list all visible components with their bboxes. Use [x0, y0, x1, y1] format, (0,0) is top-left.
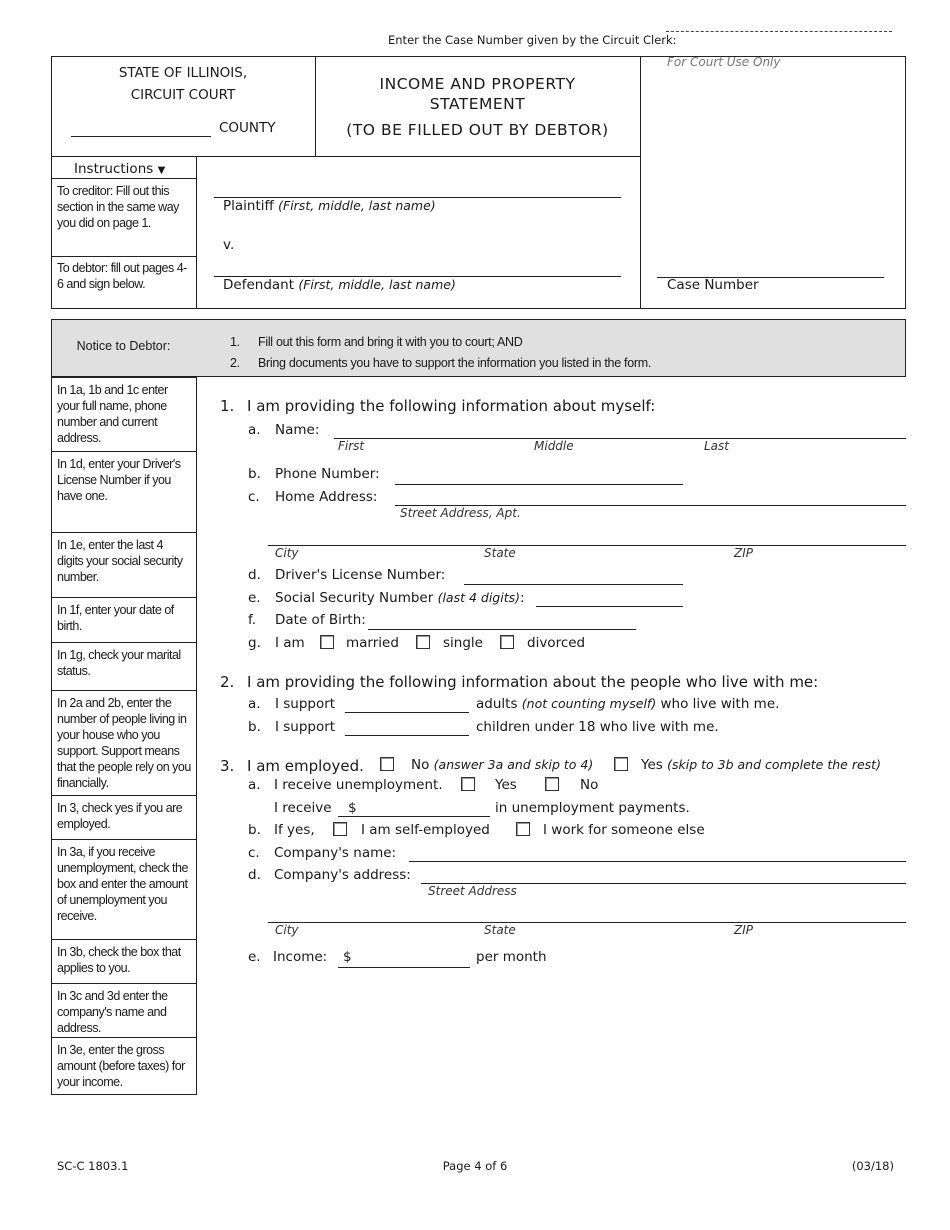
section2-number: 2.	[220, 673, 235, 691]
item-letter: c.	[248, 489, 260, 505]
adults-text	[476, 696, 779, 712]
license-label: Driver's License Number:	[275, 567, 446, 583]
unemployment-amount-field[interactable]	[338, 816, 490, 817]
adults-hint: (not counting myself)	[521, 696, 657, 711]
notice-num: 1.	[230, 335, 240, 349]
sidebar-note: In 3e, enter the gross amount (before taxes) for your income.	[51, 1037, 197, 1095]
yes-hint: (skip to 3b and complete the rest)	[667, 757, 881, 772]
sidebar-note: In 2a and 2b, enter the number of people living in your house who you support. Support means that the people rely on you financially.	[51, 690, 197, 796]
company-address-label: Company's address:	[274, 867, 411, 883]
income-dollar-sign: $	[343, 949, 352, 965]
section1-number: 1.	[220, 397, 235, 415]
plaintiff-hint: (First, middle, last name)	[278, 198, 436, 213]
court-line: CIRCUIT COURT	[130, 87, 236, 103]
city-hint: City	[275, 546, 299, 560]
children-count-field[interactable]	[345, 735, 469, 736]
company-city-state-zip-field[interactable]	[268, 922, 906, 923]
state-line: STATE OF ILLINOIS,	[118, 65, 248, 81]
unemployment-tail: in unemployment payments.	[495, 800, 690, 816]
dob-label: Date of Birth:	[275, 612, 366, 628]
divider	[51, 256, 197, 257]
zip-hint: ZIP	[734, 546, 753, 560]
unemployment-yes-label: Yes	[495, 777, 517, 793]
item-letter: b.	[248, 822, 261, 838]
per-month-label: per month	[476, 949, 547, 965]
unemployment-label: I receive unemployment.	[274, 777, 443, 793]
dob-field[interactable]	[368, 629, 636, 630]
no-word: No	[411, 757, 430, 773]
sidebar-note: In 3b, check the box that applies to you.	[51, 939, 197, 984]
revision-date: (03/18)	[851, 1159, 894, 1173]
defendant-hint: (First, middle, last name)	[298, 277, 456, 292]
divorced-checkbox[interactable]	[500, 635, 514, 649]
case-number-label: Case Number	[667, 277, 759, 293]
title-line: (TO BE FILLED OUT BY DEBTOR)	[346, 121, 609, 139]
employed-yes-label	[641, 757, 881, 773]
single-label: single	[443, 635, 483, 651]
unemployment-no-checkbox[interactable]	[545, 777, 559, 791]
item-letter: a.	[248, 777, 261, 793]
county-field[interactable]	[71, 136, 211, 137]
sidebar-note: In 3, check yes if you are employed.	[51, 795, 197, 840]
adults-tail: who live with me.	[660, 696, 780, 712]
zip-hint: ZIP	[734, 923, 753, 937]
creditor-instruction: To creditor: Fill out this section in the same way you did on page 1.	[57, 184, 179, 230]
street-hint: Street Address, Apt.	[400, 506, 521, 520]
defendant-text: Defendant	[223, 277, 295, 293]
caret-down-icon: ▼	[157, 165, 166, 176]
section3-heading: I am employed.	[247, 757, 364, 775]
someone-else-checkbox[interactable]	[516, 822, 530, 836]
item-letter: d.	[248, 867, 261, 883]
page-number: Page 4 of 6	[442, 1159, 508, 1173]
item-letter: a.	[248, 422, 261, 438]
sidebar-note: In 1d, enter your Driver's License Number if you have one.	[51, 451, 197, 533]
city-hint: City	[275, 923, 299, 937]
phone-field[interactable]	[395, 484, 683, 485]
divider	[51, 156, 641, 157]
item-letter: c.	[248, 845, 260, 861]
title-line: INCOME AND PROPERTY	[379, 75, 576, 93]
divider	[640, 56, 641, 309]
instructions-label: Instructions	[74, 161, 154, 177]
single-checkbox[interactable]	[416, 635, 430, 649]
ssn-label	[275, 590, 525, 606]
notice-label: Notice to Debtor:	[76, 339, 171, 353]
self-employed-checkbox[interactable]	[333, 822, 347, 836]
name-label: Name:	[275, 422, 320, 438]
versus: v.	[223, 237, 235, 253]
case-number-top-field[interactable]	[666, 31, 892, 32]
instructions-toggle[interactable]	[74, 161, 165, 177]
middle-hint: Middle	[534, 439, 574, 453]
divorced-label: divorced	[527, 635, 586, 651]
employed-yes-checkbox[interactable]	[614, 757, 628, 771]
someone-else-label: I work for someone else	[543, 822, 705, 838]
sidebar-note: In 1e, enter the last 4 digits your social security number.	[51, 532, 197, 598]
state-hint: State	[484, 546, 516, 560]
plaintiff-label	[223, 198, 436, 214]
defendant-label	[223, 277, 456, 293]
license-field[interactable]	[464, 584, 683, 585]
employed-no-label	[411, 757, 593, 773]
adults-word: adults	[476, 696, 518, 712]
self-employed-label: I am self-employed	[361, 822, 490, 838]
item-letter: e.	[248, 949, 261, 965]
notice-text: Fill out this form and bring it with you to court; AND	[258, 335, 523, 349]
ssn-text: Social Security Number	[275, 590, 434, 606]
city-state-zip-field[interactable]	[268, 545, 906, 546]
first-hint: First	[338, 439, 365, 453]
sidebar-note: In 1g, check your marital status.	[51, 642, 197, 691]
item-letter: d.	[248, 567, 261, 583]
debtor-instruction: To debtor: fill out pages 4-6 and sign below.	[57, 261, 187, 291]
form-id: SC-C 1803.1	[57, 1159, 129, 1173]
unemployment-no-label: No	[580, 777, 599, 793]
sidebar-note: In 1f, enter your date of birth.	[51, 597, 197, 643]
name-field[interactable]	[334, 438, 906, 439]
section1-heading: I am providing the following information about myself:	[247, 397, 656, 415]
notice-list	[230, 332, 651, 374]
unemployment-yes-checkbox[interactable]	[461, 777, 475, 791]
sidebar-note: In 1a, 1b and 1c enter your full name, phone number and current address.	[51, 377, 197, 452]
title-line: STATEMENT	[429, 95, 526, 113]
item-letter: g.	[248, 635, 261, 651]
divider	[51, 178, 197, 179]
receive-label: I receive	[274, 800, 332, 816]
ssn-field[interactable]	[536, 606, 683, 607]
plaintiff-text: Plaintiff	[223, 198, 274, 214]
adults-count-field[interactable]	[345, 712, 469, 713]
support-label: I support	[275, 719, 336, 735]
phone-label: Phone Number:	[275, 466, 380, 482]
item-letter: b.	[248, 466, 261, 482]
notice-num: 2.	[230, 356, 240, 370]
married-label: married	[346, 635, 399, 651]
state-court-heading	[51, 62, 315, 106]
notice-item	[230, 332, 651, 353]
ssn-hint: (last 4 digits)	[437, 590, 521, 605]
county-label: COUNTY	[219, 120, 276, 136]
state-hint: State	[484, 923, 516, 937]
street-hint: Street Address	[428, 884, 517, 898]
ifyes-label: If yes,	[274, 822, 315, 838]
ssn-colon: :	[520, 590, 525, 606]
income-amount-field[interactable]	[338, 967, 470, 968]
company-name-label: Company's name:	[274, 845, 397, 861]
address-label: Home Address:	[275, 489, 378, 505]
item-letter: b.	[248, 719, 261, 735]
item-letter: a.	[248, 696, 261, 712]
form-title	[315, 74, 640, 140]
section3-number: 3.	[220, 757, 235, 775]
yes-word: Yes	[641, 757, 663, 773]
income-label: Income:	[273, 949, 328, 965]
sidebar-note: In 3a, if you receive unemployment, check the box and enter the amount of unemployment you receive.	[51, 839, 197, 940]
dollar-sign: $	[348, 800, 357, 816]
support-label: I support	[275, 696, 336, 712]
section2-heading: I am providing the following information about the people who live with me:	[247, 673, 819, 691]
company-name-field[interactable]	[409, 861, 906, 862]
sidebar-note: In 3c and 3d enter the company's name and address.	[51, 983, 197, 1038]
children-text: children under 18 who live with me.	[476, 719, 719, 735]
case-number-prompt: Enter the Case Number given by the Circuit Clerk:	[388, 33, 677, 47]
notice-item	[230, 353, 651, 374]
item-letter: f.	[248, 612, 257, 628]
marital-label: I am	[275, 635, 305, 651]
court-use-label: For Court Use Only	[667, 55, 781, 69]
notice-text: Bring documents you have to support the information you listed in the form.	[258, 356, 652, 370]
married-checkbox[interactable]	[320, 635, 334, 649]
no-hint: (answer 3a and skip to 4)	[433, 757, 594, 772]
item-letter: e.	[248, 590, 261, 606]
employed-no-checkbox[interactable]	[380, 757, 394, 771]
last-hint: Last	[704, 439, 729, 453]
